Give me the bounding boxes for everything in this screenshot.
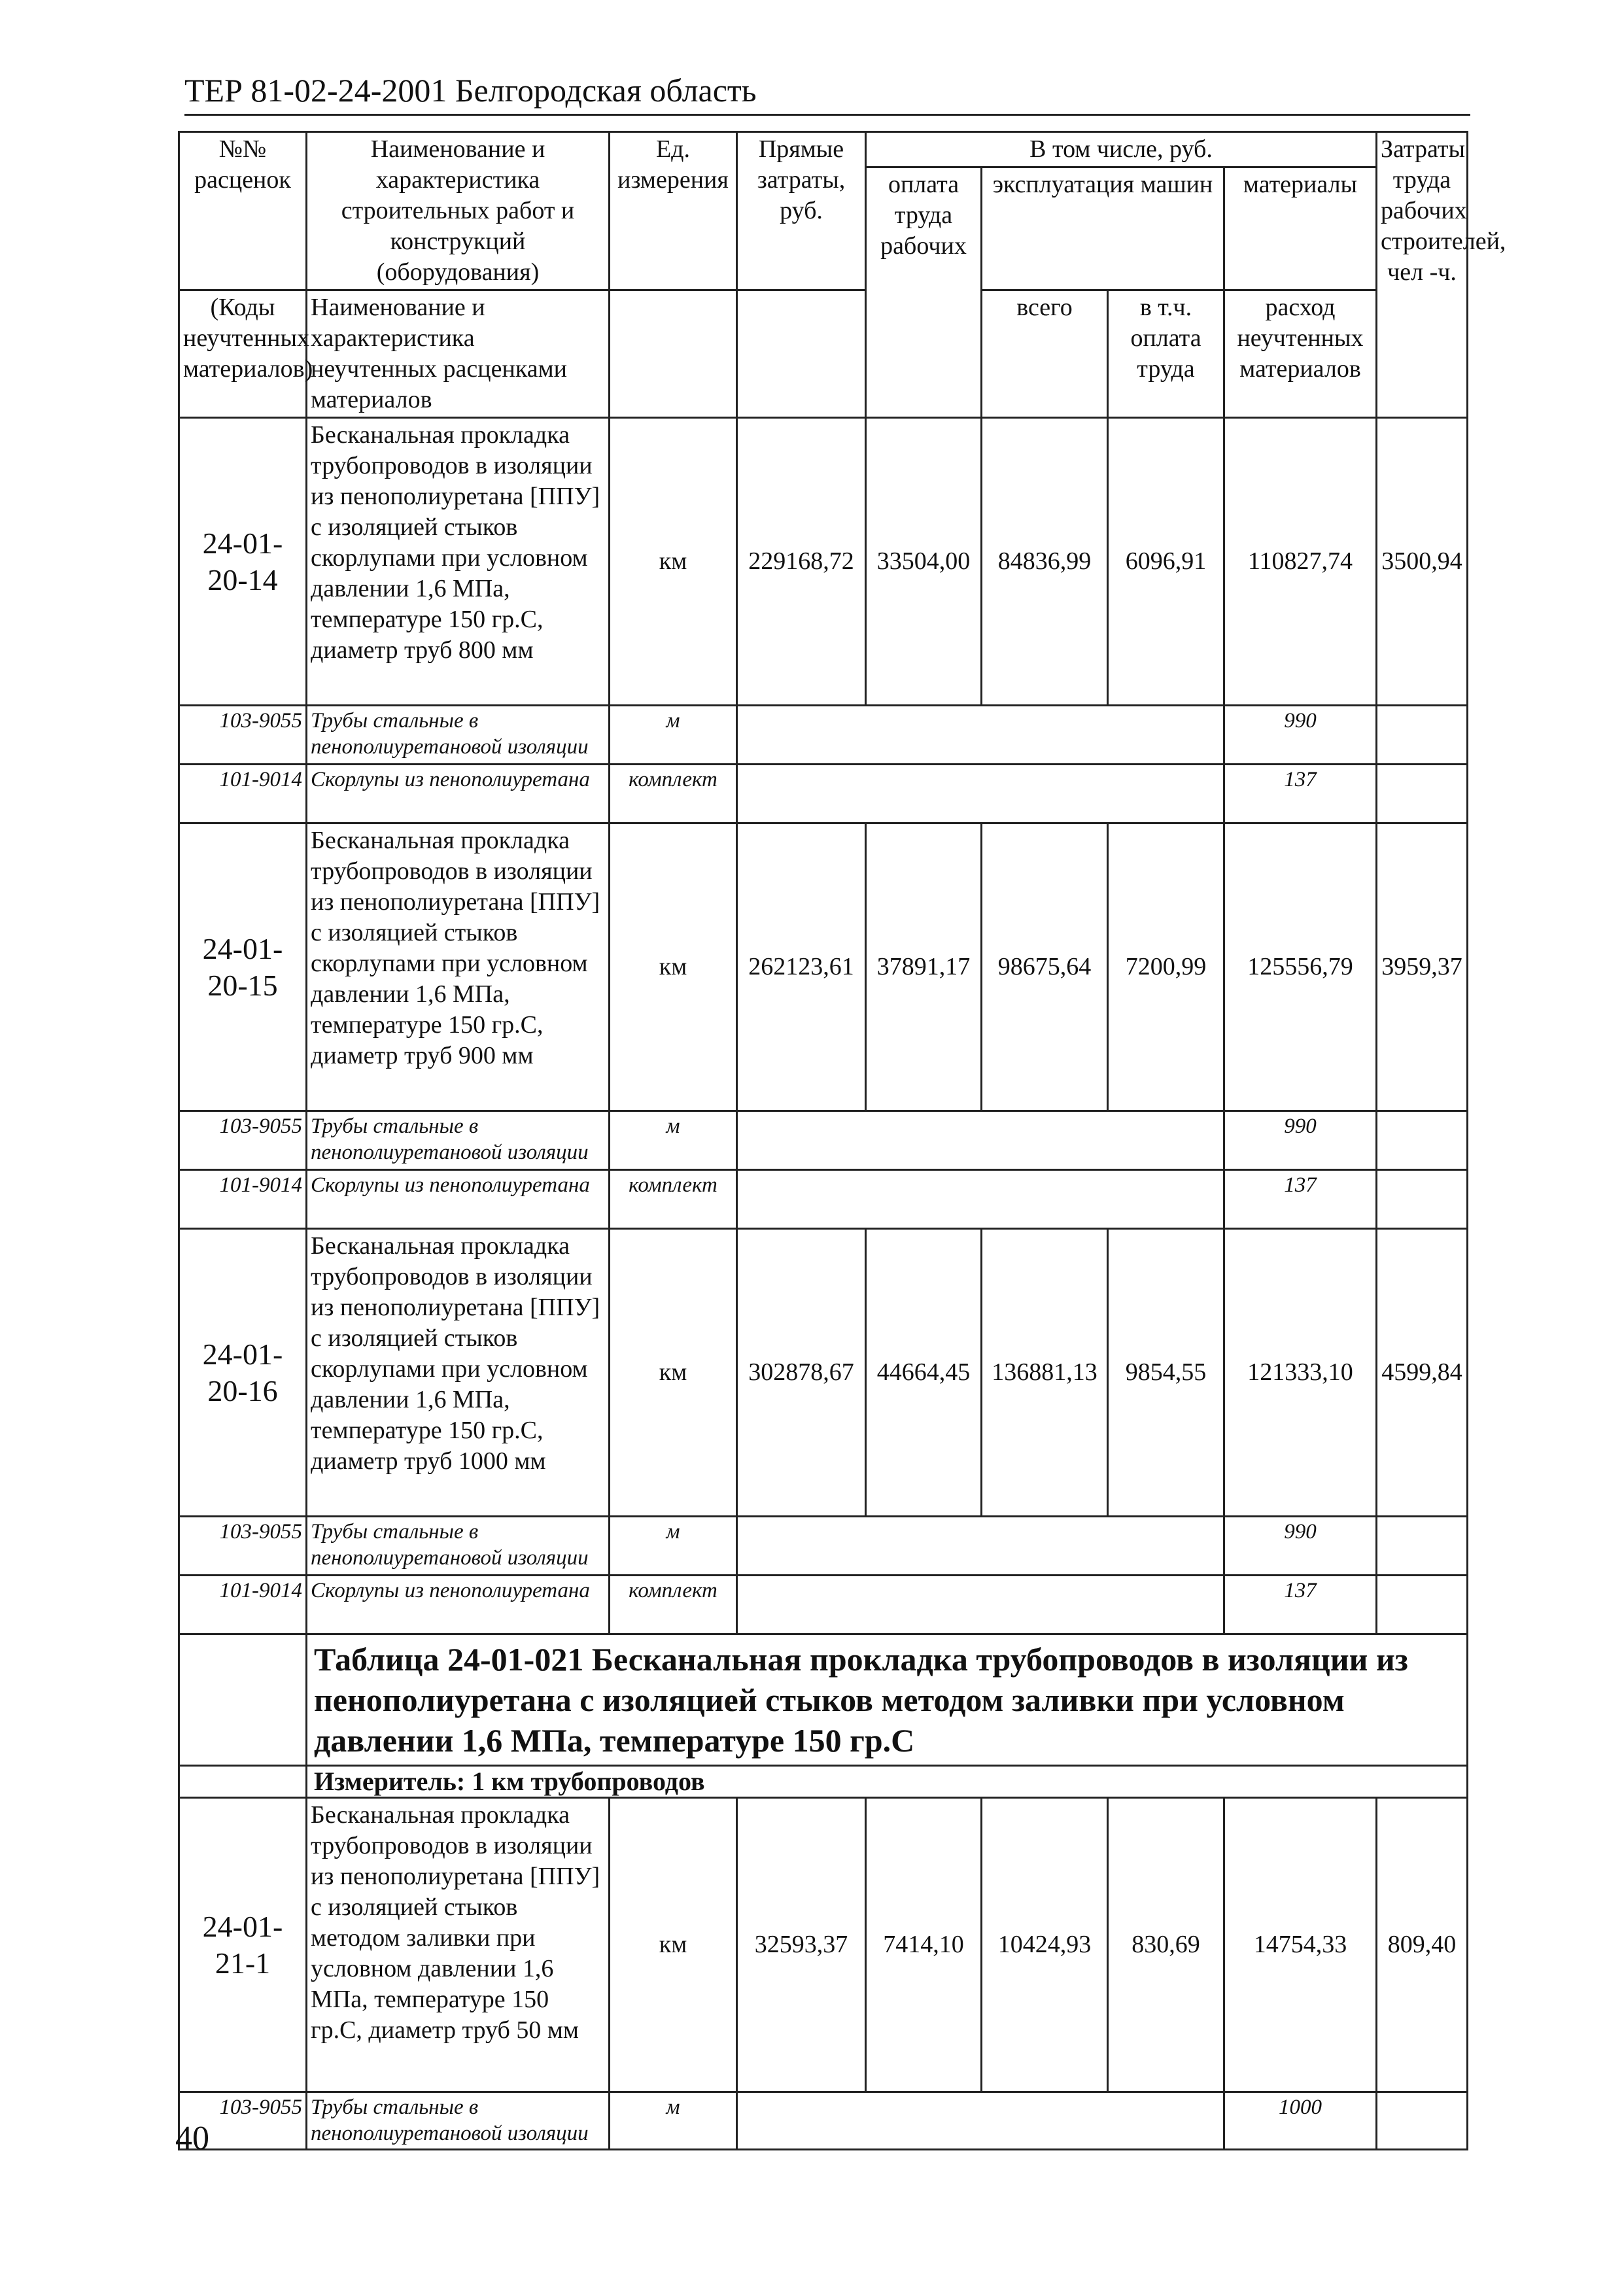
row-mach: 98675,64: [982, 823, 1108, 1111]
header-row-1: [179, 132, 1468, 167]
page-number: 40: [175, 2120, 209, 2157]
col-mach-header: эксплуатация машин: [982, 167, 1224, 290]
empty-cell: [737, 1576, 1224, 1634]
row-unit: км: [610, 1798, 737, 2092]
empty-cell: [1377, 2092, 1468, 2150]
section-title-row: [179, 1634, 1468, 1766]
row-materials: 125556,79: [1224, 823, 1377, 1111]
row-hours: 809,40: [1377, 1798, 1468, 2092]
row-unit: км: [610, 1229, 737, 1517]
row-mach-labor: 830,69: [1108, 1798, 1224, 2092]
row-code: 24-01-20-15: [179, 823, 307, 1111]
empty-cell: [737, 290, 866, 418]
row-mach: 10424,93: [982, 1798, 1108, 2092]
material-name: Скорлупы из пенополиуретана: [307, 765, 610, 823]
empty-cell: [179, 1766, 307, 1798]
col-unaccounted-name-header: Наименование и характеристика неучтенных расценками материалов: [307, 290, 610, 418]
row-materials: 110827,74: [1224, 418, 1377, 706]
col-incl-header: В том числе, руб.: [866, 132, 1377, 167]
col-codes-header: (Коды неучтенных материалов): [179, 290, 307, 418]
material-qty: 137: [1224, 1576, 1377, 1634]
material-unit: м: [610, 2092, 737, 2150]
row-code: 24-01-20-14: [179, 418, 307, 706]
material-row: [179, 706, 1468, 765]
table-row: [179, 1798, 1468, 2092]
material-qty: 990: [1224, 1111, 1377, 1170]
row-mach: 84836,99: [982, 418, 1108, 706]
empty-cell: [1377, 1170, 1468, 1229]
col-num-header: №№ расценок: [179, 132, 307, 290]
row-name: Бесканальная прокладка трубопроводов в изоляции из пенополиуретана [ППУ] с изоляцией стыков скорлупами при условном давлении 1,6 МПа, температуре 150 гр.С, диаметр труб 800 мм: [307, 418, 610, 706]
material-unit: комплект: [610, 1170, 737, 1229]
material-code: 103-9055: [179, 2092, 307, 2150]
col-name-header: Наименование и характеристика строительных работ и конструкций (оборудования): [307, 132, 610, 290]
material-name: Скорлупы из пенополиуретана: [307, 1170, 610, 1229]
material-code: 101-9014: [179, 1170, 307, 1229]
material-unit: м: [610, 1517, 737, 1576]
empty-cell: [1377, 706, 1468, 765]
empty-cell: [179, 1634, 307, 1766]
row-hours: 3500,94: [1377, 418, 1468, 706]
material-row: [179, 1170, 1468, 1229]
col-labor-pay-header: оплата труда рабочих: [866, 167, 982, 418]
material-name: Трубы стальные в пенополиуретановой изоляции: [307, 2092, 610, 2150]
empty-cell: [737, 1111, 1224, 1170]
empty-cell: [737, 1517, 1224, 1576]
row-labor: 37891,17: [866, 823, 982, 1111]
row-labor: 44664,45: [866, 1229, 982, 1517]
row-mach: 136881,13: [982, 1229, 1108, 1517]
section-measure: Измеритель: 1 км трубопроводов: [307, 1766, 1468, 1798]
col-labor-cost-header: Затраты труда рабочих строителей, чел -ч.: [1377, 132, 1468, 418]
material-qty: 990: [1224, 706, 1377, 765]
measure-row: [179, 1766, 1468, 1798]
col-materials-header: материалы: [1224, 167, 1377, 290]
price-table: [178, 131, 1506, 2150]
material-unit: м: [610, 1111, 737, 1170]
empty-cell: [1377, 765, 1468, 823]
table-row: [179, 418, 1468, 706]
material-code: 103-9055: [179, 706, 307, 765]
row-mach-labor: 7200,99: [1108, 823, 1224, 1111]
col-unit-header: Ед. измерения: [610, 132, 737, 290]
row-labor: 7414,10: [866, 1798, 982, 2092]
row-mach-labor: 6096,91: [1108, 418, 1224, 706]
empty-cell: [1377, 1111, 1468, 1170]
empty-cell: [737, 706, 1224, 765]
row-labor: 33504,00: [866, 418, 982, 706]
table-row: [179, 1229, 1468, 1517]
row-name: Бесканальная прокладка трубопроводов в изоляции из пенополиуретана [ППУ] с изоляцией стыков скорлупами при условном давлении 1,6 МПа, температуре 150 гр.С, диаметр труб 1000 мм: [307, 1229, 610, 1517]
row-hours: 4599,84: [1377, 1229, 1468, 1517]
material-row: [179, 765, 1468, 823]
material-code: 103-9055: [179, 1517, 307, 1576]
row-direct: 229168,72: [737, 418, 866, 706]
row-materials: 121333,10: [1224, 1229, 1377, 1517]
material-qty: 990: [1224, 1517, 1377, 1576]
row-direct: 32593,37: [737, 1798, 866, 2092]
empty-cell: [737, 765, 1224, 823]
material-row: [179, 1576, 1468, 1634]
row-code: 24-01-20-16: [179, 1229, 307, 1517]
material-qty: 137: [1224, 765, 1377, 823]
material-name: Трубы стальные в пенополиуретановой изоляции: [307, 706, 610, 765]
material-row: [179, 2092, 1468, 2150]
col-mach-total-header: всего: [982, 290, 1108, 418]
row-code: 24-01-21-1: [179, 1798, 307, 2092]
row-hours: 3959,37: [1377, 823, 1468, 1111]
material-qty: 137: [1224, 1170, 1377, 1229]
table-row: [179, 823, 1468, 1111]
material-name: Трубы стальные в пенополиуретановой изоляции: [307, 1517, 610, 1576]
row-unit: км: [610, 823, 737, 1111]
row-unit: км: [610, 418, 737, 706]
material-unit: комплект: [610, 765, 737, 823]
col-direct-header: Прямые затраты, руб.: [737, 132, 866, 290]
row-direct: 302878,67: [737, 1229, 866, 1517]
material-code: 101-9014: [179, 1576, 307, 1634]
material-unit: комплект: [610, 1576, 737, 1634]
material-name: Скорлупы из пенополиуретана: [307, 1576, 610, 1634]
empty-cell: [737, 1170, 1224, 1229]
material-name: Трубы стальные в пенополиуретановой изоляции: [307, 1111, 610, 1170]
material-row: [179, 1517, 1468, 1576]
material-code: 101-9014: [179, 765, 307, 823]
section-title: Таблица 24-01-021 Бесканальная прокладка трубопроводов в изоляции из пенополиуретана с изоляцией стыков методом заливки при условном давлении 1,6 МПа, температуре 150 гр.С: [307, 1634, 1468, 1766]
row-name: Бесканальная прокладка трубопроводов в изоляции из пенополиуретана [ППУ] с изоляцией стыков методом заливки при условном давлении 1,6 МПа, температуре 150 гр.С, диаметр труб 50 мм: [307, 1798, 610, 2092]
page-header: ТЕР 81-02-24-2001 Белгородская область: [184, 71, 1470, 116]
col-mach-incl-header: в т.ч. оплата труда: [1108, 290, 1224, 418]
empty-cell: [610, 290, 737, 418]
material-row: [179, 1111, 1468, 1170]
empty-cell: [1377, 1576, 1468, 1634]
row-materials: 14754,33: [1224, 1798, 1377, 2092]
row-direct: 262123,61: [737, 823, 866, 1111]
material-unit: м: [610, 706, 737, 765]
material-qty: 1000: [1224, 2092, 1377, 2150]
row-name: Бесканальная прокладка трубопроводов в изоляции из пенополиуретана [ППУ] с изоляцией стыков скорлупами при условном давлении 1,6 МПа, температуре 150 гр.С, диаметр труб 900 мм: [307, 823, 610, 1111]
row-mach-labor: 9854,55: [1108, 1229, 1224, 1517]
empty-cell: [737, 2092, 1224, 2150]
col-unaccounted-cons-header: расход неучтенных материалов: [1224, 290, 1377, 418]
empty-cell: [1377, 1517, 1468, 1576]
material-code: 103-9055: [179, 1111, 307, 1170]
